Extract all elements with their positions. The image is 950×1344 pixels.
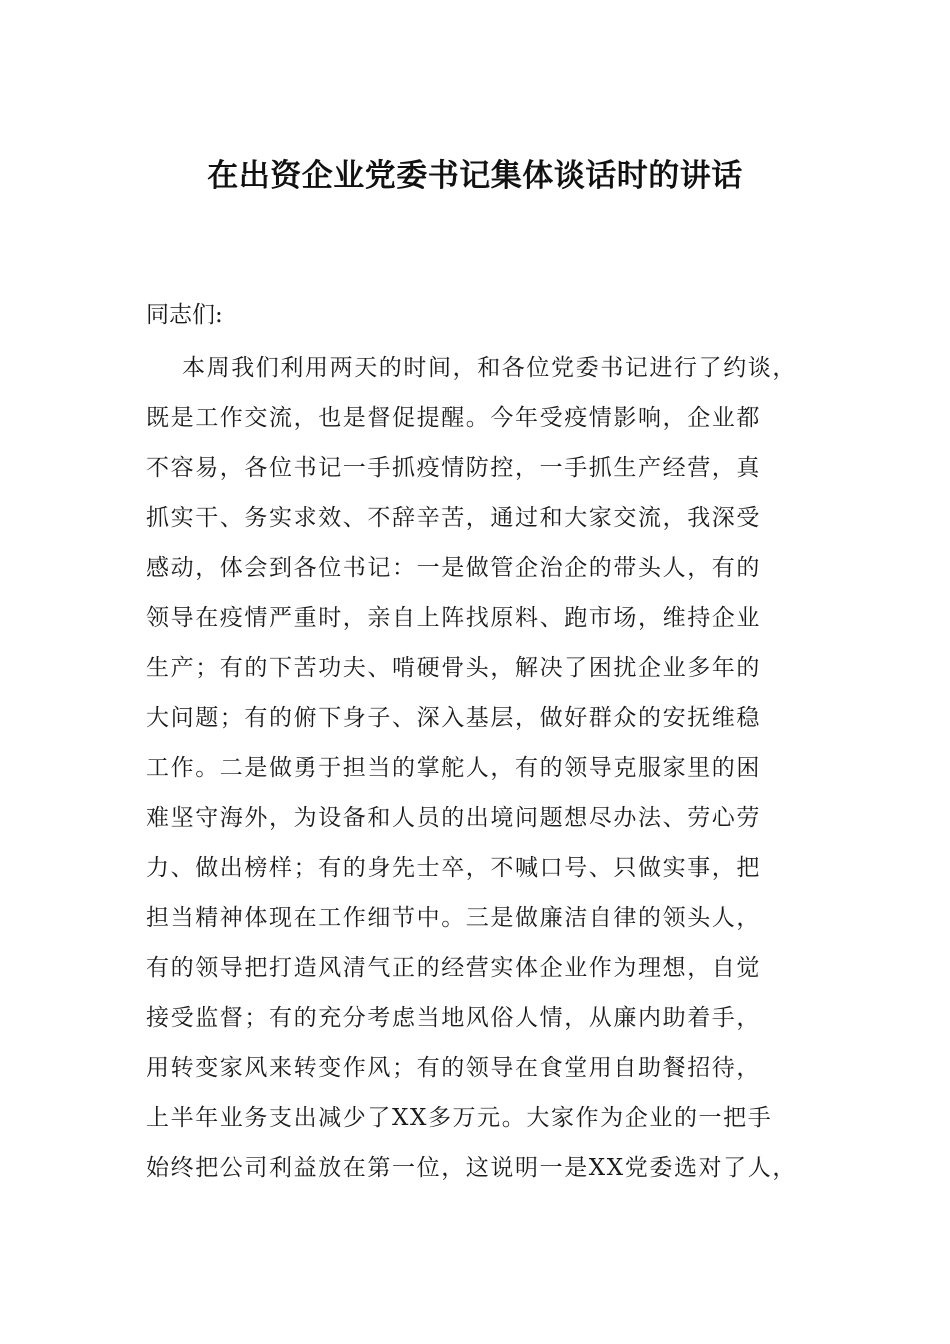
- document-title: 在出资企业党委书记集体谈话时的讲话: [207, 158, 743, 194]
- paragraph-line: 有的领导把打造风清气正的经营实体企业作为理想，自觉: [146, 955, 761, 981]
- paragraph-line: 用转变家风来转变作风；有的领导在食堂用自助餐招待，: [146, 1055, 761, 1081]
- salutation: 同志们:: [146, 302, 223, 328]
- paragraph-line: 上半年业务支出减少了XX多万元。大家作为企业的一把手: [146, 1105, 773, 1131]
- paragraph-line: 抓实干、务实求效、不辞辛苦，通过和大家交流，我深受: [146, 505, 761, 531]
- paragraph-line: 不容易，各位书记一手抓疫情防控，一手抓生产经营，真: [146, 455, 761, 481]
- paragraph-line: 本周我们利用两天的时间，和各位党委书记进行了约谈，: [182, 355, 797, 381]
- document-body: [146, 293, 816, 1193]
- paragraph-line: 担当精神体现在工作细节中。三是做廉洁自律的领头人，: [146, 905, 761, 931]
- paragraph-line: 力、做出榜样；有的身先士卒，不喊口号、只做实事，把: [146, 855, 761, 881]
- paragraph-line: 接受监督；有的充分考虑当地风俗人情，从廉内助着手，: [146, 1005, 761, 1031]
- paragraph-line: 工作。二是做勇于担当的掌舵人，有的领导克服家里的困: [146, 755, 761, 781]
- paragraph-line: 大问题；有的俯下身子、深入基层，做好群众的安抚维稳: [146, 705, 761, 731]
- paragraph-line: 领导在疫情严重时，亲自上阵找原料、跑市场，维持企业: [146, 605, 761, 631]
- paragraph-line: 既是工作交流，也是督促提醒。今年受疫情影响，企业都: [146, 405, 761, 431]
- paragraph-line: 始终把公司利益放在第一位，这说明一是XX党委选对了人，: [146, 1155, 797, 1181]
- paragraph-line: 生产；有的下苦功夫、啃硬骨头，解决了困扰企业多年的: [146, 655, 761, 681]
- paragraph-line: 感动，体会到各位书记：一是做管企治企的带头人，有的: [146, 555, 761, 581]
- paragraph-line: 难坚守海外，为设备和人员的出境问题想尽办法、劳心劳: [146, 805, 761, 831]
